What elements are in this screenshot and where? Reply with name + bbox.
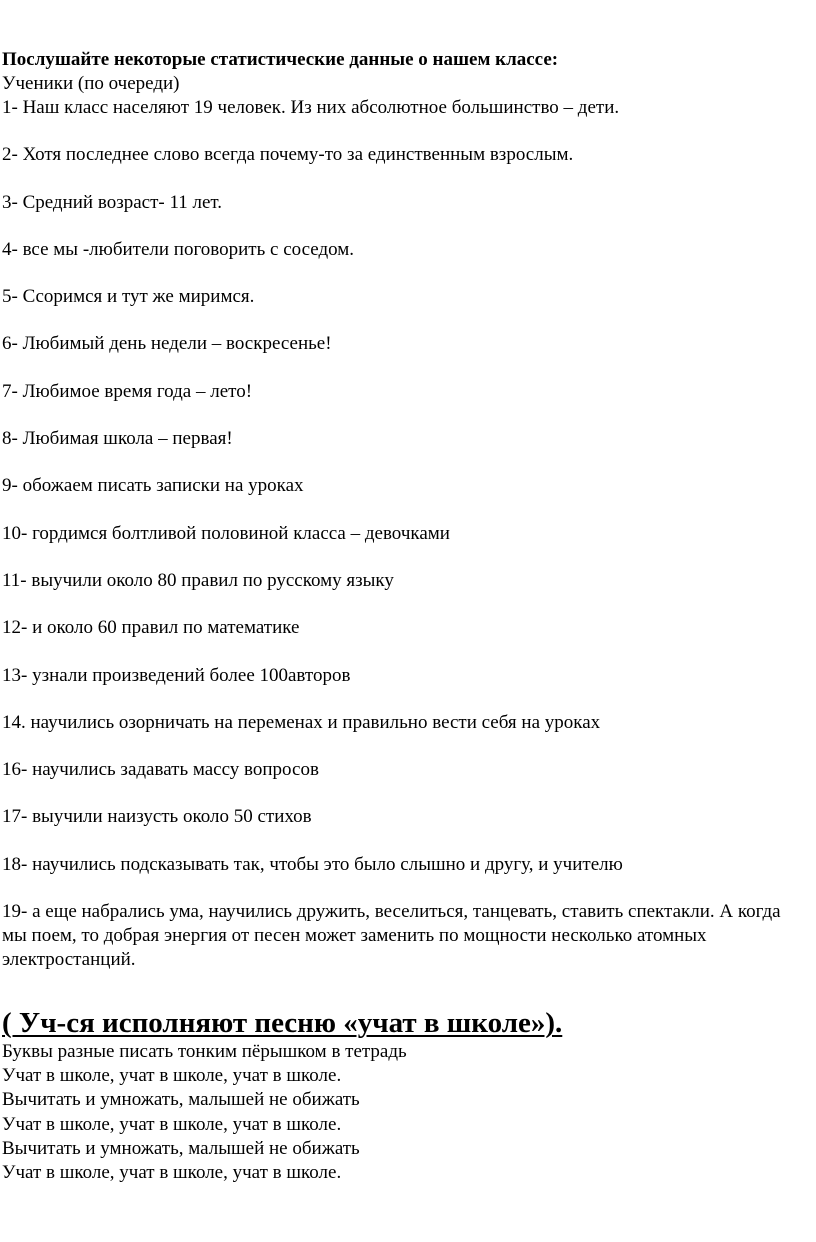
stat-item-5: 5- Ссоримся и тут же миримся. bbox=[2, 286, 255, 308]
stat-item-19: 19- а еще набрались ума, научились дружить, веселиться, танцевать, ставить спектакли. А когда мы поем, то добрая энергия от песен может заменить по мощности несколько атомных электростанций. bbox=[2, 901, 781, 971]
stat-item-14: 14. научились озорничать на переменах и правильно вести себя на уроках bbox=[2, 711, 601, 733]
lyric-line: Вычитать и умножать, малышей не обижать bbox=[2, 1089, 360, 1111]
stat-item-16: 16- научились задавать массу вопросов bbox=[2, 759, 319, 781]
document-subheading: Ученики (по очереди) bbox=[2, 73, 180, 94]
document-heading: Послушайте некоторые статистические данные о нашем классе: bbox=[2, 49, 559, 70]
stat-item-7: 7- Любимое время года – лето! bbox=[2, 380, 253, 402]
stat-item-3: 3- Средний возраст- 11 лет. bbox=[2, 191, 223, 213]
stat-item-8: 8- Любимая школа – первая! bbox=[2, 428, 233, 450]
lyric-line: Учат в школе, учат в школе, учат в школе. bbox=[2, 1065, 342, 1087]
stat-item-2: 2- Хотя последнее слово всегда почему-то за единственным взрослым. bbox=[2, 144, 574, 166]
stat-item-10: 10- гордимся болтливой половиной класса – девочками bbox=[2, 522, 450, 544]
lyric-line: Учат в школе, учат в школе, учат в школе. bbox=[2, 1113, 342, 1135]
stat-item-11: 11- выучили около 80 правил по русскому языку bbox=[2, 569, 394, 591]
lyric-line: Буквы разные писать тонким пёрышком в тетрадь bbox=[2, 1041, 407, 1063]
stat-item-6: 6- Любимый день недели – воскресенье! bbox=[2, 333, 332, 355]
stat-item-13: 13- узнали произведений более 100авторов bbox=[2, 664, 351, 686]
lyric-line: Учат в школе, учат в школе, учат в школе. bbox=[2, 1162, 342, 1184]
song-title: ( Уч-ся исполняют песню «учат в школе»). bbox=[2, 1007, 563, 1040]
stat-item-9: 9- обожаем писать записки на уроках bbox=[2, 475, 304, 497]
stat-item-4: 4- все мы -любители поговорить с соседом. bbox=[2, 238, 355, 260]
stat-item-12: 12- и около 60 правил по математике bbox=[2, 617, 300, 639]
lyric-line: Вычитать и умножать, малышей не обижать bbox=[2, 1137, 360, 1159]
stat-item-17: 17- выучили наизусть около 50 стихов bbox=[2, 806, 312, 828]
document-page bbox=[2, 48, 814, 1185]
stat-item-18: 18- научились подсказывать так, чтобы это было слышно и другу, и учителю bbox=[2, 853, 623, 875]
stat-item-1: 1- Наш класс населяют 19 человек. Из них абсолютное большинство – дети. bbox=[2, 97, 620, 118]
